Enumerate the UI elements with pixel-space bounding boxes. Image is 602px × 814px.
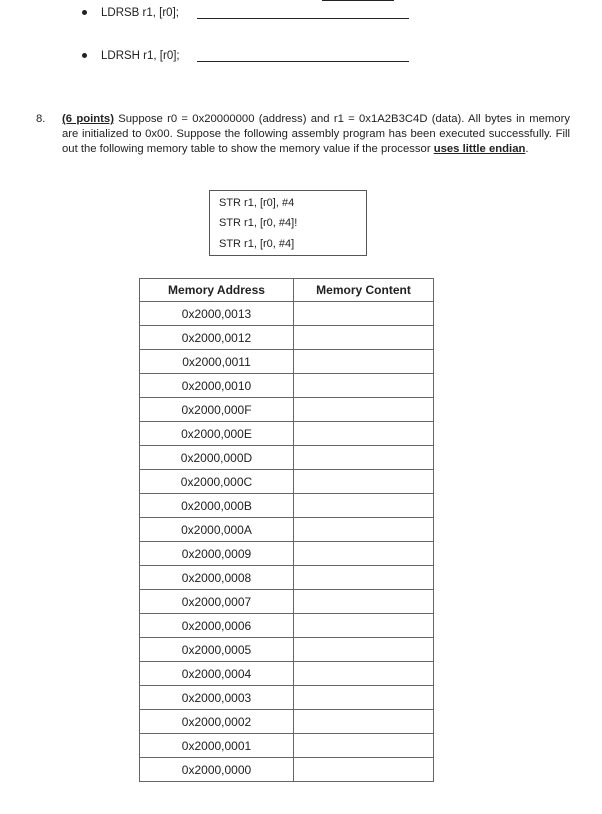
- table-row: [140, 374, 434, 398]
- table-row: [140, 350, 434, 374]
- table-row: [140, 518, 434, 542]
- memory-content-cell[interactable]: [294, 326, 434, 350]
- memory-address-cell: 0x2000,0009: [140, 542, 294, 566]
- table-row: [140, 542, 434, 566]
- memory-content-cell[interactable]: [294, 398, 434, 422]
- memory-content-cell[interactable]: [294, 494, 434, 518]
- table-row: [140, 758, 434, 782]
- table-row: [140, 566, 434, 590]
- memory-address-cell: 0x2000,0012: [140, 326, 294, 350]
- table-row: [140, 734, 434, 758]
- memory-content-cell[interactable]: [294, 638, 434, 662]
- table-row: [140, 398, 434, 422]
- memory-address-cell: 0x2000,000B: [140, 494, 294, 518]
- memory-address-cell: 0x2000,000F: [140, 398, 294, 422]
- memory-address-cell: 0x2000,0008: [140, 566, 294, 590]
- bullet-code-text: LDRSH r1, [r0];: [101, 50, 180, 62]
- table-row: [140, 686, 434, 710]
- code-line: STR r1, [r0, #4]: [219, 238, 295, 250]
- code-line: STR r1, [r0, #4]!: [219, 217, 298, 229]
- table-row: [140, 614, 434, 638]
- question-end: .: [525, 143, 529, 156]
- memory-address-cell: 0x2000,0003: [140, 686, 294, 710]
- previous-answer-line: [322, 0, 394, 1]
- code-line: STR r1, [r0], #4: [219, 197, 295, 209]
- table-row: [140, 470, 434, 494]
- memory-content-cell[interactable]: [294, 470, 434, 494]
- memory-content-cell[interactable]: [294, 566, 434, 590]
- memory-content-cell[interactable]: [294, 758, 434, 782]
- table-row: [140, 638, 434, 662]
- table-row: [140, 422, 434, 446]
- memory-address-cell: 0x2000,000D: [140, 446, 294, 470]
- bullet-code-text: LDRSB r1, [r0];: [101, 7, 179, 19]
- memory-address-cell: 0x2000,0002: [140, 710, 294, 734]
- table-row: [140, 494, 434, 518]
- header-memory-content: Memory Content: [294, 279, 434, 302]
- memory-address-cell: 0x2000,0005: [140, 638, 294, 662]
- header-memory-address: Memory Address: [140, 279, 294, 302]
- table-row: [140, 446, 434, 470]
- memory-content-cell[interactable]: [294, 662, 434, 686]
- memory-address-cell: 0x2000,0013: [140, 302, 294, 326]
- memory-content-cell[interactable]: [294, 446, 434, 470]
- assembly-code-box: [209, 190, 367, 256]
- memory-content-cell[interactable]: [294, 518, 434, 542]
- table-row: [140, 662, 434, 686]
- memory-address-cell: 0x2000,0004: [140, 662, 294, 686]
- memory-address-cell: 0x2000,0001: [140, 734, 294, 758]
- question-points: (6 points): [62, 113, 114, 125]
- memory-content-cell[interactable]: [294, 374, 434, 398]
- memory-address-cell: 0x2000,0000: [140, 758, 294, 782]
- memory-address-cell: 0x2000,000C: [140, 470, 294, 494]
- table-row: [140, 590, 434, 614]
- memory-content-cell[interactable]: [294, 542, 434, 566]
- memory-content-cell[interactable]: [294, 614, 434, 638]
- question-number: 8.: [36, 113, 46, 125]
- question-body: Suppose r0 = 0x20000000 (address) and r1 = 0x1A2B3C4D (data). All bytes in memory are initialized to 0x00. Suppose the following assembly program has been executed successfully. Fill out the following memory table to show the memory value if the processor: [62, 113, 570, 156]
- memory-content-cell[interactable]: [294, 422, 434, 446]
- memory-address-cell: 0x2000,000A: [140, 518, 294, 542]
- memory-content-cell[interactable]: [294, 710, 434, 734]
- question-text: [62, 112, 570, 158]
- bullet-item-ldrsh: [82, 49, 409, 62]
- table-row: [140, 302, 434, 326]
- memory-address-cell: 0x2000,0010: [140, 374, 294, 398]
- memory-address-cell: 0x2000,0006: [140, 614, 294, 638]
- answer-blank[interactable]: [197, 6, 409, 19]
- memory-content-cell[interactable]: [294, 350, 434, 374]
- table-row: [140, 326, 434, 350]
- memory-content-cell[interactable]: [294, 302, 434, 326]
- memory-address-cell: 0x2000,000E: [140, 422, 294, 446]
- memory-address-cell: 0x2000,0007: [140, 590, 294, 614]
- memory-content-cell[interactable]: [294, 734, 434, 758]
- bullet-dot-icon: [82, 10, 87, 15]
- table-header-row: [140, 279, 434, 302]
- memory-address-cell: 0x2000,0011: [140, 350, 294, 374]
- memory-table: [139, 278, 434, 782]
- memory-content-cell[interactable]: [294, 590, 434, 614]
- memory-content-cell[interactable]: [294, 686, 434, 710]
- bullet-item-ldrsb: [82, 6, 409, 19]
- answer-blank[interactable]: [197, 49, 409, 62]
- bullet-dot-icon: [82, 53, 87, 58]
- question-emphasis: uses little endian: [433, 143, 526, 156]
- table-row: [140, 710, 434, 734]
